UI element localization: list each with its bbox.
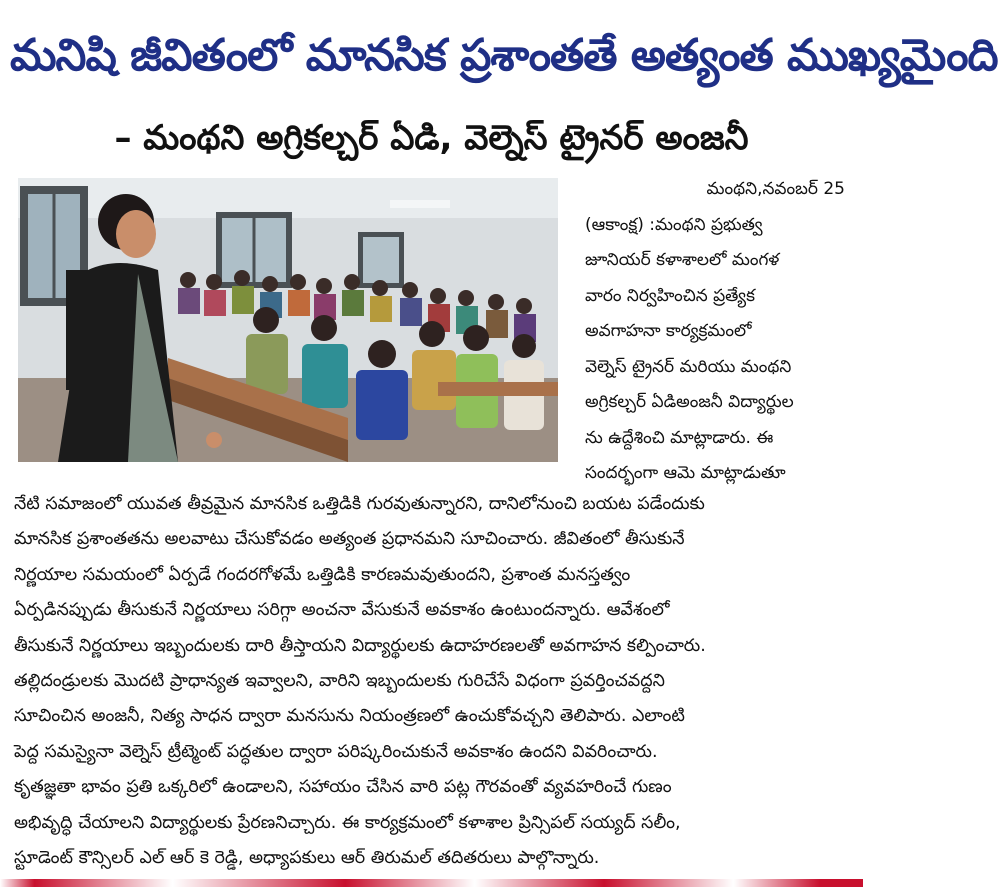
body-line: కృతజ్ఞతా భావం ప్రతి ఒక్కరిలో ఉండాలని, సహాయం చేసిన వారి పట్ల గౌరవంతో వ్యవహరించే గుణం [14,777,672,798]
column-line: జూనియర్ కళాశాలలో మంగళ [585,250,780,270]
body-line: నేటి సమాజంలో యువత తీవ్రమైన మానసిక ఒత్తిడికి గురవుతున్నారని, దానిలోనుంచి బయట పడేందుకు [14,494,705,514]
headline: మనిషి జీవితంలో మానసిక ప్రశాంతతే అత్యంత ముఖ్యమైంది [10,30,998,81]
body-line: తల్లిదండ్రులకు మొదటి ప్రాధాన్యత ఇవ్వాలని, వారిని ఇబ్బందులకు గురిచేసే విధంగా ప్రవర్తించవద్దని [14,671,665,692]
body-line: పెద్ద సమస్యైనా వెల్నెస్ ట్రీట్మెంట్ పద్ధతుల ద్వారా పరిష్కరించుకునే అవకాశం ఉందని వివరించారు. [14,741,658,762]
column-line: (ఆకాంక్ష) :మంథని ప్రభుత్వ [585,214,763,235]
body-line: ఏర్పడినప్పుడు తీసుకునే నిర్ణయాలు సరిగ్గా అంచనా వేసుకునే అవకాశం ఉంటుందన్నారు. ఆవేశంలో [14,600,670,621]
next-headline-strip [0,879,863,887]
column-line: సందర్భంగా ఆమె మాట్లాడుతూ [585,463,786,483]
column-line: అవగాహనా కార్యక్రమంలో [585,321,752,341]
article-body [14,487,850,876]
body-line: తీసుకునే నిర్ణయాలు ఇబ్బందులకు దారి తీస్తాయని విద్యార్థులకు ఉదాహరణలతో అవగాహన కల్పించారు. [14,635,706,656]
column-line: అగ్రికల్చర్ ఏడిఅంజనీ విద్యార్థుల [585,392,794,412]
body-line: సూచించిన అంజనీ, నిత్య సాధన ద్వారా మనసును నియంత్రణలో ఉంచుకోవచ్చని తెలిపారు. ఎలాంటి [14,706,685,727]
article-photo [18,178,558,462]
body-line: మానసిక ప్రశాంతతను అలవాటు చేసుకోవడం అత్యంత ప్రధానమని సూచించారు. జీవితంలో తీసుకునే [14,529,685,550]
dateline: మంథని,నవంబర్ 25 [706,179,845,199]
body-line: స్టూడెంట్ కౌన్సిలర్ ఎల్ ఆర్ కె రెడ్డి, అధ్యాపకులు ఆర్ తిరుమల్ తదితరులు పాల్గొన్నారు. [14,848,600,869]
column-line: వారం నిర్వహించిన ప్రత్యేక [585,285,755,306]
intro-column [585,172,845,492]
body-line: అభివృద్ధి చేయాలని విద్యార్థులకు ప్రేరణనిచ్చారు. ఈ కార్యక్రమంలో కళాశాల ప్రిన్సిపల్ సయ్యద్ సలీం, [14,812,681,833]
body-line: నిర్ణయాల సమయంలో ఏర్పడే గందరగోళమే ఒత్తిడికి కారణమవుతుందని, ప్రశాంత మనస్తత్వం [14,564,631,585]
column-line: వెల్నెస్ ట్రైనర్ మరియు మంథని [585,356,792,377]
column-line: ను ఉద్దేశించి మాట్లాడారు. ఈ [585,427,774,448]
subheadline: – మంథని అగ్రికల్చర్ ఏడి, వెల్నెస్ ట్రైనర్ అంజనీ [114,118,749,158]
